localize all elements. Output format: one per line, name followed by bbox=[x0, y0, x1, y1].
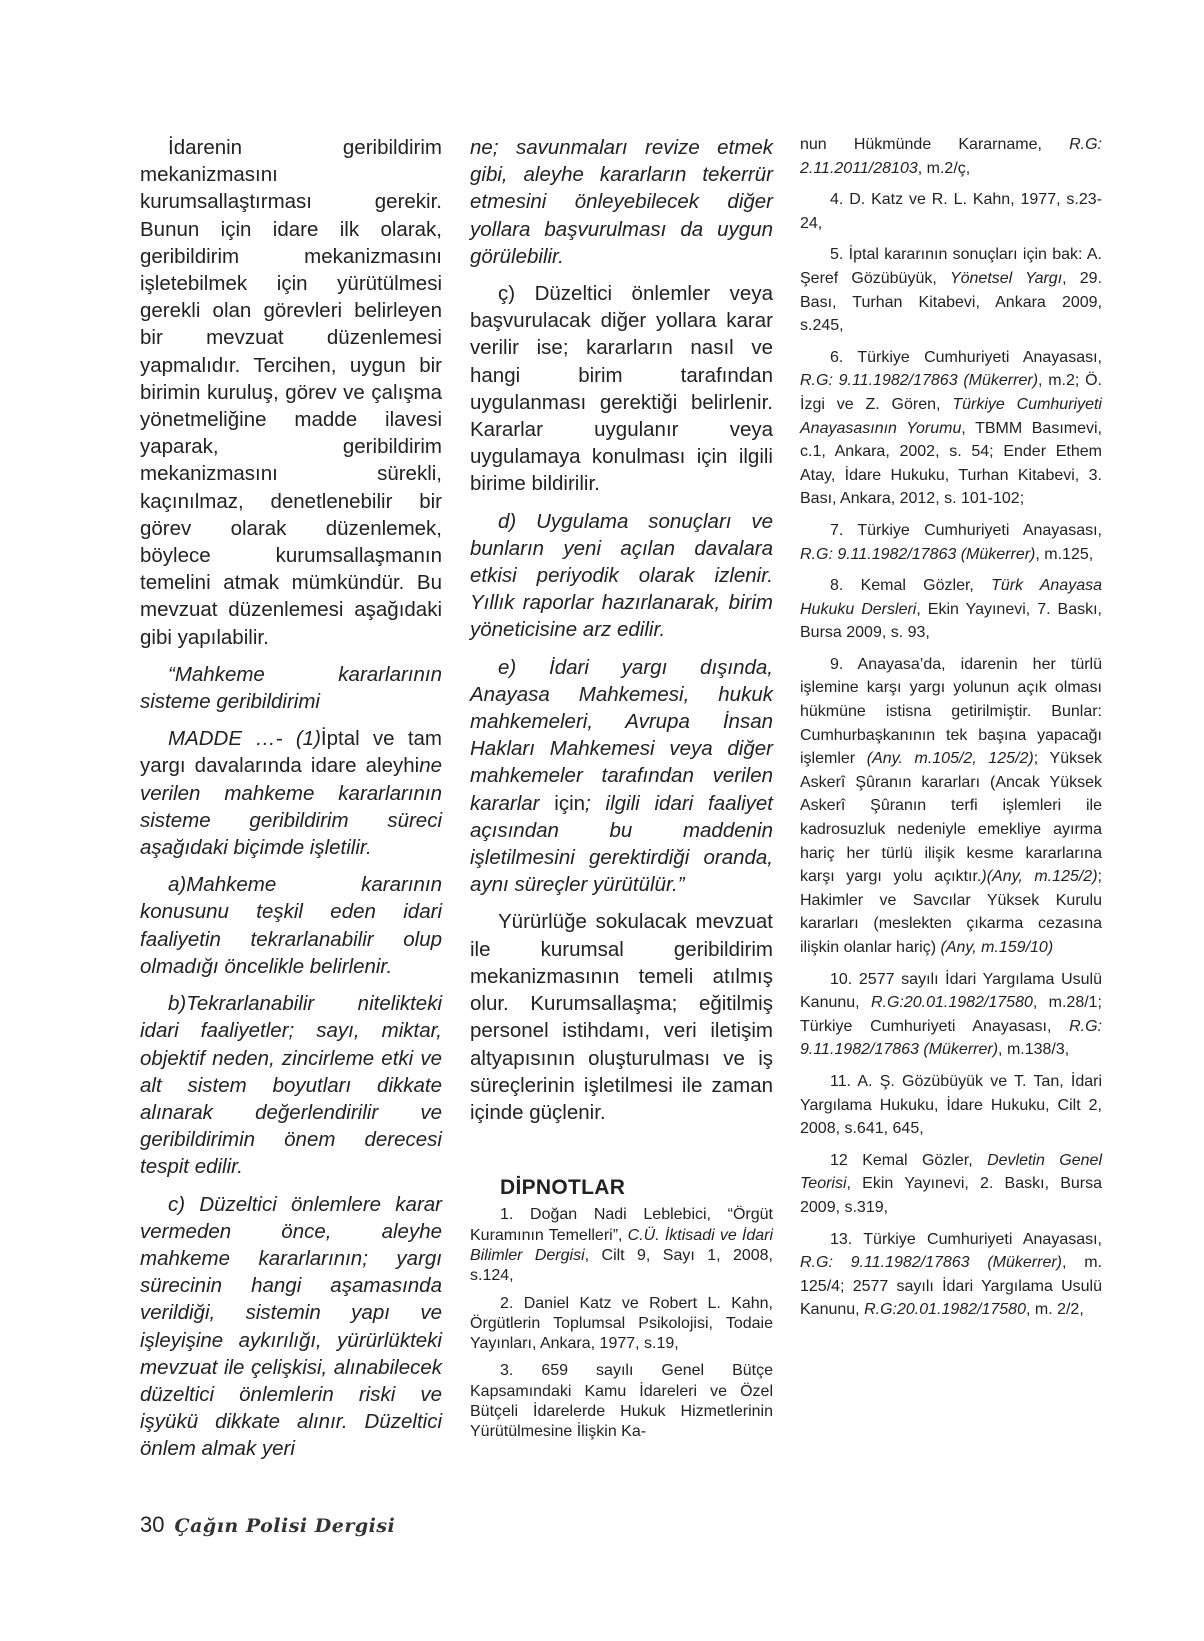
text-span: ne; savunmaları revize etmek gibi, aleyhe kararların tekerrür etmesini önleyebilecek diğer yollara başvurulması da uygun görülebilir. bbox=[470, 136, 773, 268]
paragraph bbox=[470, 508, 773, 644]
column-3 bbox=[800, 133, 1102, 1330]
text-span: , Ekin Yayınevi, 7. Baskı, Bursa 2009, s. 93, bbox=[800, 600, 1103, 642]
footnote-7 bbox=[800, 519, 1102, 566]
page-footer bbox=[140, 1512, 395, 1538]
paragraph bbox=[140, 990, 442, 1180]
journal-name: Çağın Polisi Dergisi bbox=[174, 1515, 396, 1537]
text-span: ne verilen mahkeme kararlarının sisteme geribildirim süreci aşağıdaki biçimde işletilir. bbox=[140, 754, 442, 860]
text-span: , m.138/3, bbox=[998, 1041, 1070, 1059]
text-span: ; ilgili idari faaliyet açısından bu maddenin işletilmesini gerektirdiği oranda, aynı süreçler yürütülür.” bbox=[470, 791, 773, 897]
page-number: 30 bbox=[140, 1512, 165, 1537]
text-span: R.G: 9.11.1982/17863 (Mükerrer) bbox=[800, 372, 1039, 390]
text-span: , Ekin Yayınevi, 2. Baskı, Bursa 2009, s.319, bbox=[800, 1175, 1102, 1216]
footnote-8 bbox=[800, 574, 1102, 645]
text-span: 6. Türkiye Cumhuriyeti Anayasası, bbox=[830, 348, 1102, 366]
text-span: , m.28/1; Türkiye Cumhuriyeti Anayasası, bbox=[800, 994, 1102, 1035]
text-span: nun Hükmünde Kararname, bbox=[800, 136, 1070, 153]
text-span: , Cilt 9, Sayı 1, 2008, s.124, bbox=[470, 1246, 773, 1285]
text-span: , 29. Bası, Turhan Kitabevi, Ankara 2009, s.245, bbox=[800, 269, 1103, 335]
text-span: , m.2/ç, bbox=[917, 159, 971, 177]
paragraph bbox=[140, 661, 442, 715]
text-span: için bbox=[554, 791, 586, 815]
footnote-5 bbox=[800, 243, 1102, 337]
text-span: Yönetsel Yargı bbox=[949, 269, 1063, 287]
text-span: b)Tekrarlanabilir nitelikteki idari faaliyetler; sayı, miktar, objektif neden, zincirleme etki ve alt sistem boyutları dikkate alınarak değerlendirilir ve geribildirimin önem derecesi tespit edilir. bbox=[140, 992, 442, 1179]
footnote-6 bbox=[800, 346, 1102, 511]
footnote-9 bbox=[800, 653, 1102, 960]
text-span: R.G: 2.11.2011/28103 bbox=[800, 136, 1102, 177]
footnote-3-continued bbox=[800, 133, 1102, 180]
text-span: R.G:20.01.1982/17580 bbox=[870, 994, 1033, 1012]
paragraph bbox=[140, 725, 442, 861]
article-number: MADDE …- (1) bbox=[168, 727, 321, 751]
text-span: Türkiye Cumhuriyeti Anayasasının Yorumu bbox=[800, 395, 1102, 437]
text-span: e) İdari yargı dışında, Anayasa Mahkemesi, hukuk mahkemeleri, Avrupa İnsan Hakları Mahkemesi veya diğer mahkemeler tarafından verilen kararlar bbox=[470, 655, 773, 815]
article-title: “Mahkeme kararlarının sisteme geribildirimi bbox=[140, 662, 442, 714]
paragraph bbox=[470, 654, 773, 899]
footnote-3: 3. 659 sayılı Genel Bütçe Kapsamındaki Kamu İdareleri ve Özel Bütçeli İdarelerde Hukuk Hizmetlerinin Yürütülmesine İlişkin Ka- bbox=[470, 1362, 773, 1441]
footnote-13 bbox=[800, 1228, 1102, 1322]
text-span: Türk Anayasa Hukuku Dersleri bbox=[800, 577, 1102, 618]
text-span: , m.125, bbox=[1035, 545, 1094, 563]
text-span: R.G:20.01.1982/17580 bbox=[864, 1301, 1026, 1319]
paragraph bbox=[140, 1191, 442, 1463]
text-span: 9. Anayasa’da, idarenin her türlü işlemine karşı yargı yolunun açık olması hükmüne istisna getirilmiştir. Bunlar: Cumhurbaşkanının tek başına yapacağı işlemler bbox=[800, 655, 1102, 768]
text-span: c) Düzeltici önlemlere karar vermeden önce, aleyhe mahkeme kararlarının; yargı sürecinin hangi aşamasında verildiği, sistemin yapı ve işleyişine aykırılığı, yürürlükteki mevzuat ile çelişkisi, alınabilecek düzeltici önlemlerin riski ve işyükü dikkate alınır. Düzeltici önlem almak yeri bbox=[140, 1192, 442, 1461]
text-span: a)Mahkeme kararının konusunu teşkil eden idari faaliyetin tekrarlanabilir olup olmadığı öncelikle belirlenir. bbox=[140, 873, 442, 978]
footnote-11: 11. A. Ş. Gözübüyük ve T. Tan, İdari Yargılama Hukuku, İdare Hukuku, Cilt 2, 2008, s.641, 645, bbox=[800, 1072, 1102, 1138]
text-span: R.G: 9.11.1982/17863 (Mükerrer) bbox=[800, 1017, 1102, 1059]
text-span: )(Any, m.125/2) bbox=[981, 868, 1098, 886]
paragraph bbox=[470, 134, 773, 270]
text-span: 10. 2577 sayılı İdari Yargılama Usulü Kanunu, bbox=[800, 970, 1102, 1012]
text-span: R.G: 9.11.1982/17863 (Mükerrer) bbox=[800, 1254, 1063, 1272]
text-span: 8. Kemal Gözler, bbox=[830, 577, 992, 595]
text-span: ; Hakimler ve Savcılar Yüksek Kurulu kararları (meslekten çıkarma cezasına ilişkin olanlar hariç) bbox=[800, 868, 1102, 956]
text-span: 1. Doğan Nadi Leblebici, “Örgüt Kuramının Temelleri”, bbox=[470, 1206, 773, 1244]
paragraph: İdarenin geribildirim mekanizmasını kurumsallaştırması gerekir. Bunun için idare ilk olarak, geribildirim mekanizmasını işletebilmek için yürütülmesi gerekli olan görevleri belirleyen bir mevzuat düzenlemesi yapmalıdır. Tercihen, uygun bir birimin kuruluş, görev ve çalışma yönetmeliğine madde ilavesi yaparak, geribildirim mekanizmasını sürekli, kaçınılmaz, denetlenebilir bir görev olarak düzenlemek, böylece kurumsallaşmanın temelini atmak mümkündür. Bu mevzuat düzenlemesi aşağıdaki gibi yapılabilir. bbox=[140, 136, 442, 649]
footnote-1 bbox=[470, 1205, 773, 1286]
footnotes-heading: DİPNOTLAR bbox=[500, 1176, 626, 1200]
text-span: , TBMM Basımevi, c.1, Ankara, 2002, s. 54; Ender Ethem Atay, İdare Hukuku, Turhan Kitabevi, 3. Bası, Ankara, 2012, s. 101-102; bbox=[800, 419, 1103, 508]
text-span: Devletin Genel Teorisi bbox=[800, 1151, 1102, 1193]
text-span: 13. Türkiye Cumhuriyeti Anayasası, bbox=[830, 1230, 1102, 1248]
text-span: , m. 125/4; 2577 sayılı İdari Yargılama Usulü Kanunu, bbox=[800, 1254, 1102, 1319]
footnote-10 bbox=[800, 968, 1102, 1062]
text-span: ; Yüksek Askerî Şûranın kararları (Ancak Yüksek Askerî Şûranın terfi işlemleri ile kadrosuzluk nedeniyle emekliye ayırma hariç her türlü ilişik kesme kararlarına karşı yargı yolu açıktır. bbox=[800, 750, 1102, 886]
paragraph: ç) Düzeltici önlemler veya başvurulacak diğer yollara karar verilir ise; kararların nasıl ve hangi birim tarafından uygulanması gerektiği belirlenir. Kararlar uygulanır veya uygulamaya konulması için ilgili birime bildirilir. bbox=[470, 282, 773, 496]
text-span: d) Uygulama sonuçları ve bunların yeni açılan davalara etkisi periyodik olarak izlenir. Yıllık raporlar hazırlanarak, birim yöneticisine arz edilir. bbox=[470, 509, 773, 642]
footnote-12 bbox=[800, 1149, 1102, 1220]
text-span: , m.2; Ö. İzgi ve Z. Gören, bbox=[800, 372, 1102, 413]
paragraph: Yürürlüğe sokulacak mevzuat ile kurumsal geribildirim mekanizmasının temeli atılmış olur. Kurumsallaşma; eğitilmiş personel istihdamı, veri iletişim altyapısının oluşturulması ve iş süreçlerinin işletilmesi ile zaman içinde güçlenir. bbox=[470, 910, 773, 1124]
column-2 bbox=[470, 134, 773, 1450]
column-1 bbox=[140, 134, 442, 1473]
text-span: C.Ü. İktisadi ve İdari Bilimler Dergisi bbox=[470, 1226, 774, 1264]
text-span: (Any, m.159/10) bbox=[940, 939, 1054, 956]
paragraph bbox=[140, 871, 442, 980]
footnote-4: 4. D. Katz ve R. L. Kahn, 1977, s.23-24, bbox=[800, 191, 1102, 232]
text-span: R.G: 9.11.1982/17863 (Mükerrer) bbox=[800, 545, 1036, 563]
text-span: 12 Kemal Gözler, bbox=[830, 1151, 988, 1169]
text-span: 7. Türkiye Cumhuriyeti Anayasası, bbox=[830, 521, 1102, 539]
text-span: , m. 2/2, bbox=[1025, 1301, 1084, 1319]
text-span: İptal ve tam yargı davalarında idare aleyhi bbox=[140, 727, 442, 778]
text-span: 5. İptal kararının sonuçları için bak: A. Şeref Gözübüyük, bbox=[800, 246, 1102, 287]
footnote-2: 2. Daniel Katz ve Robert L. Kahn, Örgütlerin Toplumsal Psikolojisi, Todaie Yayınları, Ankara, 1977, s.19, bbox=[470, 1294, 773, 1353]
text-span: (Any. m.105/2, 125/2) bbox=[866, 750, 1034, 768]
